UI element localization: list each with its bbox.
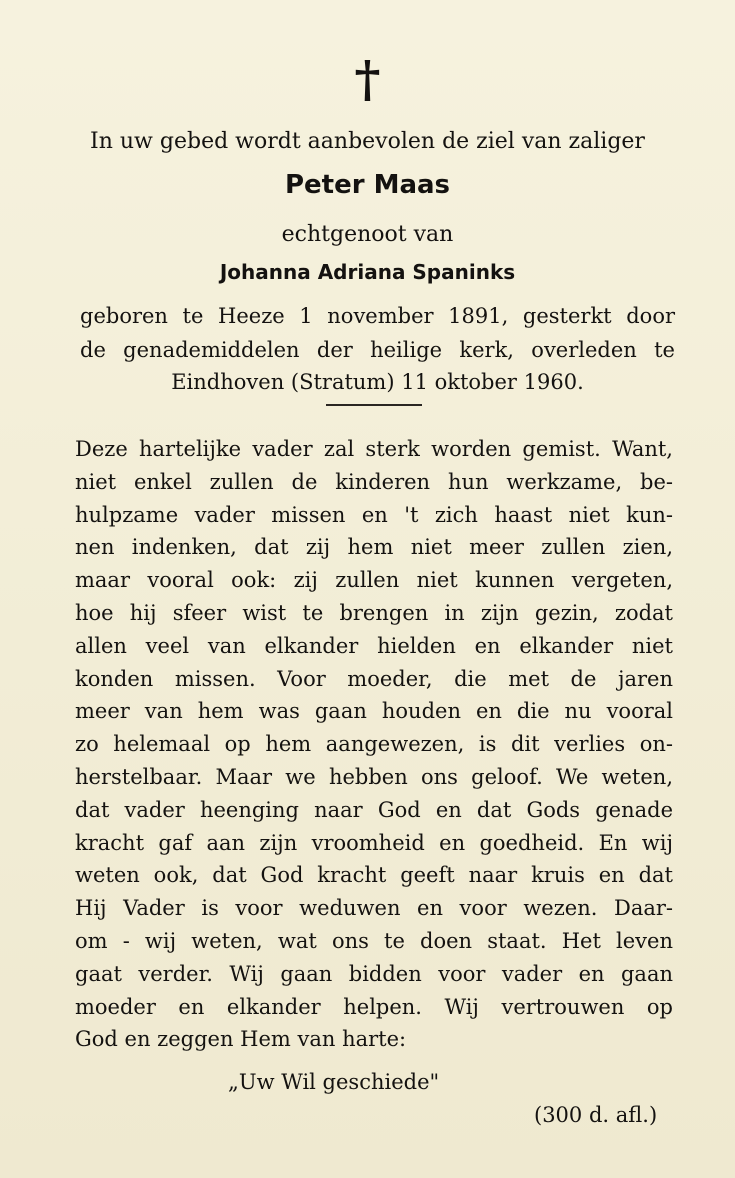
spouse-name: Johanna Adriana Spaninks [219, 260, 516, 284]
memorial-text [75, 433, 673, 1056]
text-line: hulpzame vader missen en 't zich haast niet kun- [75, 502, 673, 527]
cross-icon: † [354, 49, 381, 108]
text-line: Hij Vader is voor weduwen en voor wezen. Daar- [75, 896, 673, 921]
closing-quote: „Uw Wil geschiede" [228, 1070, 440, 1094]
text-line: zo helemaal op hem aangewezen, is dit verlies on- [75, 732, 673, 757]
text-line: nen indenken, dat zij hem niet meer zullen zien, [75, 535, 673, 560]
text-line: weten ook, dat God kracht geeft naar kruis en dat [75, 863, 673, 888]
deceased-name: Peter Maas [284, 170, 451, 200]
spouse-label: echtgenoot van [281, 222, 454, 247]
intro-line: In uw gebed wordt aanbevolen de ziel van zaliger [90, 129, 645, 154]
text-line: moeder en elkander helpen. Wij vertrouwen op [75, 994, 673, 1019]
indulgence-note: (300 d. afl.) [534, 1103, 658, 1127]
text-line: niet enkel zullen de kinderen hun werkzame, be- [75, 469, 673, 494]
text-line: dat vader heenging naar God en dat Gods genade [75, 797, 673, 822]
text-line: hoe hij sfeer wist te brengen in zijn gezin, zodat [75, 600, 673, 625]
text-line: Deze hartelijke vader zal sterk worden gemist. Want, [75, 437, 673, 461]
bio-line-2: de genademiddelen der heilige kerk, overleden te [80, 338, 675, 362]
text-line: konden missen. Voor moeder, die met de jaren [75, 666, 673, 691]
text-line: allen veel van elkander hielden en elkander niet [75, 633, 673, 658]
text-line: gaat verder. Wij gaan bidden voor vader en gaan [75, 961, 673, 986]
text-line: kracht gaf aan zijn vroomheid en goedheid. En wij [75, 830, 673, 855]
bio-line-1: geboren te Heeze 1 november 1891, gesterkt door [80, 304, 675, 328]
text-line: maar vooral ook: zij zullen niet kunnen vergeten, [75, 568, 673, 593]
text-line: om - wij weten, wat ons te doen staat. Het leven [75, 928, 673, 953]
bio-line-3: Eindhoven (Stratum) 11 oktober 1960. [171, 370, 584, 394]
divider-rule [326, 404, 422, 406]
text-line: herstelbaar. Maar we hebben ons geloof. We weten, [75, 764, 673, 789]
text-line: God en zeggen Hem van harte: [75, 1027, 407, 1052]
text-line: meer van hem was gaan houden en die nu vooral [75, 699, 673, 724]
